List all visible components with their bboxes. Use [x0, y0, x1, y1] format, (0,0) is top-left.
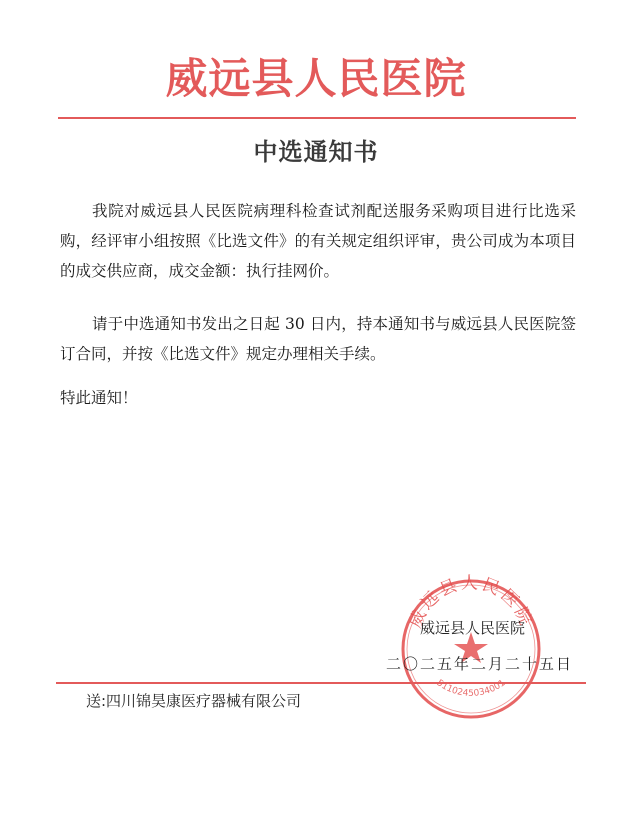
- body-paragraph-2: 请于中选通知书发出之日起 30 日内，持本通知书与威远县人民医院签订合同，并按《比选文件》规定办理相关手续。: [60, 315, 576, 363]
- recipient-line: 送:四川锦昊康医疗器械有限公司: [86, 692, 302, 710]
- closing-line: 特此通知！: [60, 389, 138, 407]
- body-paragraph-1: 我院对威远县人民医院病理科检查试剂配送服务采购项目进行比选采购，经评审小组按照《比选文件》的有关规定组织评审，贵公司成为本项目的成交供应商，成交金额：执行挂网价。: [60, 202, 576, 280]
- header-divider: [58, 117, 576, 119]
- seal-code-text: 5110245034001: [434, 678, 508, 699]
- signature-date: 二〇二五年二月二十五日: [386, 655, 574, 673]
- document-title: 中选通知书: [253, 138, 379, 166]
- footer-divider: [56, 682, 586, 684]
- seal-top-text: 威远县人民医院: [405, 574, 537, 631]
- letterhead-org-name: 威远县人民医院: [165, 54, 467, 103]
- official-seal-icon: [396, 574, 546, 724]
- signature-org: 威远县人民医院: [420, 619, 526, 637]
